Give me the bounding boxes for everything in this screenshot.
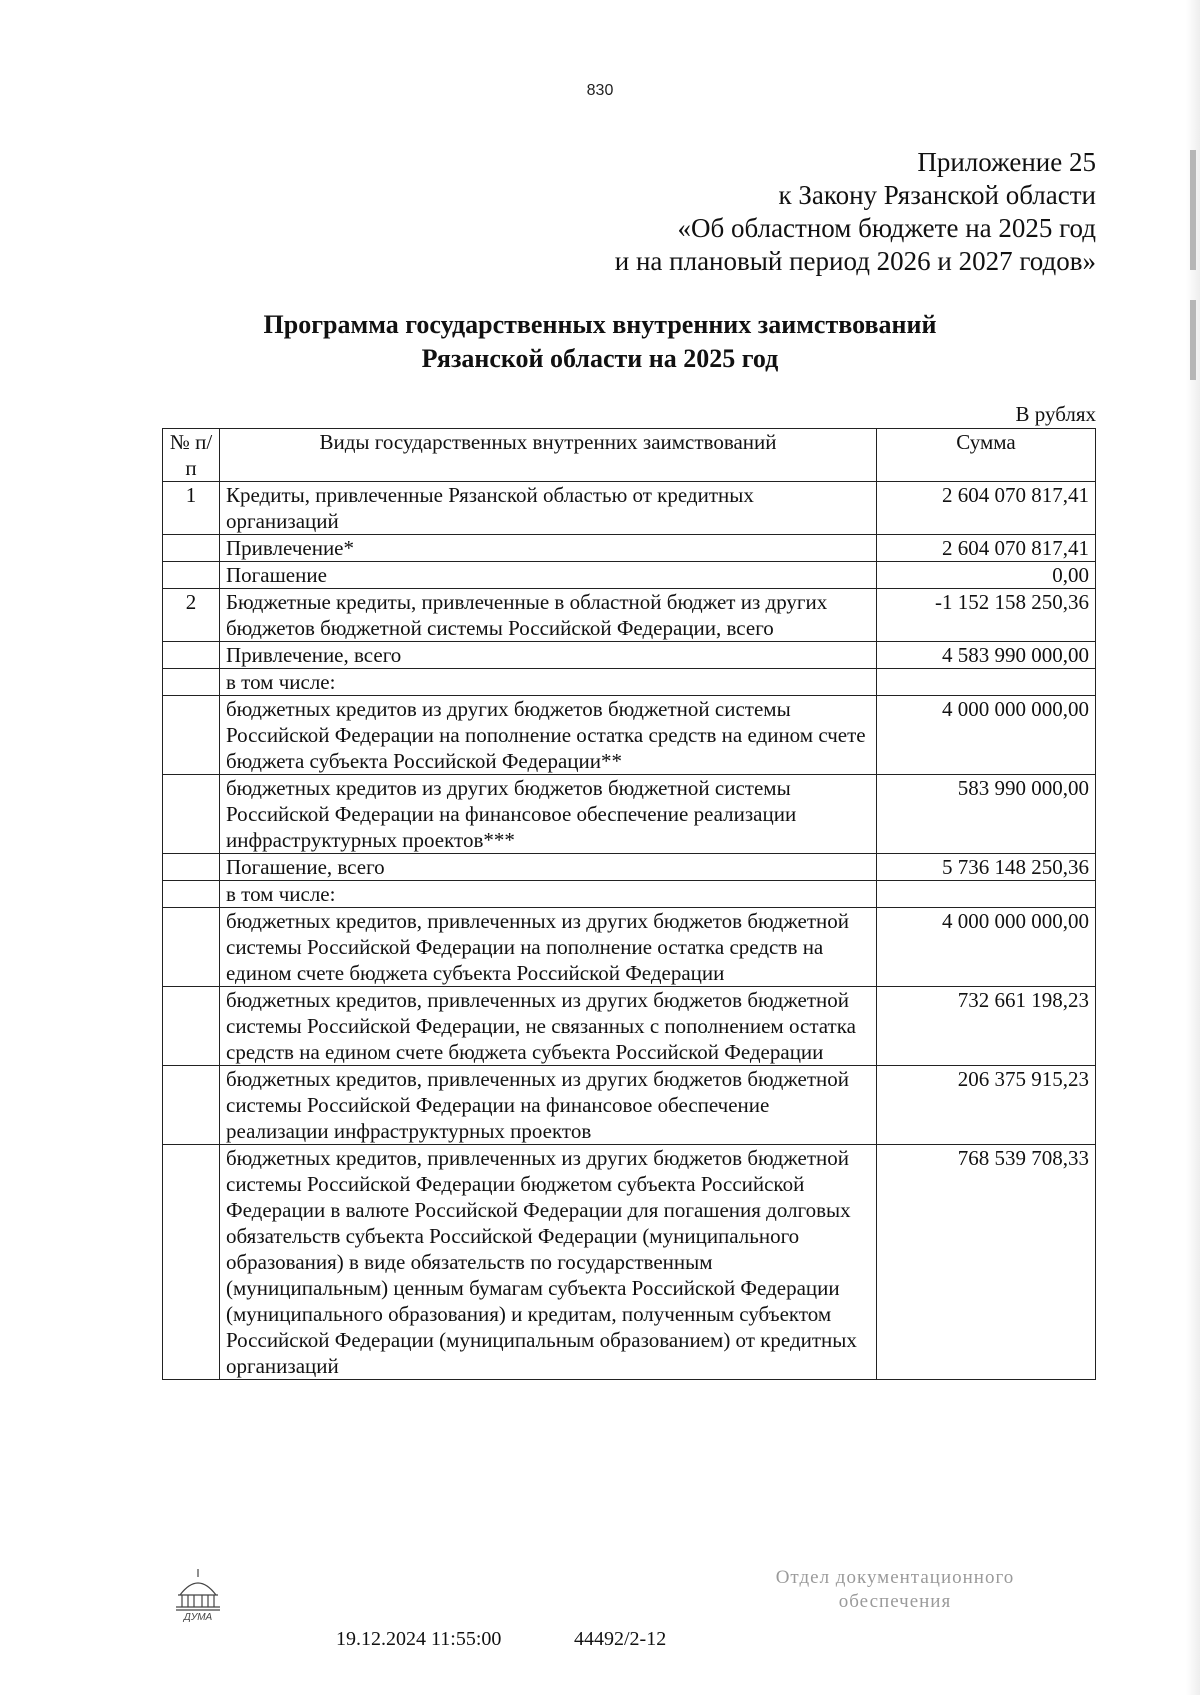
table-row <box>163 1066 1096 1145</box>
table-row <box>163 908 1096 987</box>
units-label: В рублях <box>1015 402 1096 426</box>
row-amount: 4 000 000 000,00 <box>877 908 1096 987</box>
borrowings-table <box>162 428 1096 1380</box>
footer-date: 19.12.2024 11:55:00 <box>336 1628 502 1650</box>
table-row <box>163 562 1096 589</box>
row-amount: -1 152 158 250,36 <box>877 589 1096 642</box>
stamp-line-1: Отдел документационного <box>775 1567 1015 1588</box>
row-description: Бюджетные кредиты, привлеченные в областной бюджет из других бюджетов бюджетной системы Российской Федерации, всего <box>220 589 877 642</box>
appendix-line-2: к Закону Рязанской области <box>778 180 1096 210</box>
scan-mark <box>1190 150 1196 270</box>
row-number <box>163 987 220 1066</box>
row-number <box>163 881 220 908</box>
row-number <box>163 535 220 562</box>
row-description: бюджетных кредитов из других бюджетов бюджетной системы Российской Федерации на финансовое обеспечение реализации инфраструктурных проектов*** <box>220 775 877 854</box>
title-line-2: Рязанской области на 2025 год <box>421 344 779 373</box>
document-title <box>0 308 1200 376</box>
row-number <box>163 908 220 987</box>
stamp-line-2: обеспечения <box>838 1591 952 1612</box>
table-row <box>163 589 1096 642</box>
row-number <box>163 696 220 775</box>
office-stamp <box>735 1566 1055 1614</box>
row-description: Кредиты, привлеченные Рязанской областью от кредитных организаций <box>220 482 877 535</box>
row-description: бюджетных кредитов, привлеченных из других бюджетов бюджетной системы Российской Федерации на пополнение остатка средств на едином счете бюджета субъекта Российской Федерации <box>220 908 877 987</box>
row-description: Привлечение, всего <box>220 642 877 669</box>
scan-mark <box>1190 300 1196 380</box>
appendix-line-4: и на плановый период 2026 и 2027 годов» <box>614 246 1096 276</box>
table-row <box>163 696 1096 775</box>
row-description: в том числе: <box>220 669 877 696</box>
duma-logo <box>172 1565 224 1623</box>
table-row <box>163 642 1096 669</box>
row-description: бюджетных кредитов, привлеченных из других бюджетов бюджетной системы Российской Федерации бюджетом субъекта Российской Федерации в валюте Российской Федерации для погашения долговых обязательств субъекта Российской Федерации (муниципального образования) в виде обязательств по государственным (муниципальным) ценным бумагам субъекта Российской Федерации (муниципального образования) и кредитам, полученным субъектом Российской Федерации (муниципальным образованием) от кредитных организаций <box>220 1145 877 1380</box>
table-row <box>163 775 1096 854</box>
row-amount: 768 539 708,33 <box>877 1145 1096 1380</box>
row-amount: 0,00 <box>877 562 1096 589</box>
row-number <box>163 669 220 696</box>
table-row <box>163 987 1096 1066</box>
logo-text: ДУМА <box>183 1612 213 1623</box>
row-description: в том числе: <box>220 881 877 908</box>
row-amount: 732 661 198,23 <box>877 987 1096 1066</box>
title-line-1: Программа государственных внутренних заимствований <box>263 310 937 339</box>
table-row <box>163 482 1096 535</box>
appendix-line-3: «Об областном бюджете на 2025 год <box>677 213 1096 243</box>
table-row <box>163 535 1096 562</box>
row-number <box>163 562 220 589</box>
row-description: бюджетных кредитов из других бюджетов бюджетной системы Российской Федерации на пополнение остатка средств на едином счете бюджета субъекта Российской Федерации** <box>220 696 877 775</box>
row-amount: 2 604 070 817,41 <box>877 482 1096 535</box>
row-description: Привлечение* <box>220 535 877 562</box>
row-description: бюджетных кредитов, привлеченных из других бюджетов бюджетной системы Российской Федерации на финансовое обеспечение реализации инфраструктурных проектов <box>220 1066 877 1145</box>
header-sum: Сумма <box>877 429 1096 482</box>
table-row <box>163 669 1096 696</box>
row-amount <box>877 669 1096 696</box>
row-amount: 5 736 148 250,36 <box>877 854 1096 881</box>
appendix-heading <box>615 146 1096 278</box>
row-number: 2 <box>163 589 220 642</box>
scan-edge <box>1186 0 1200 1695</box>
row-description: Погашение, всего <box>220 854 877 881</box>
row-number <box>163 1066 220 1145</box>
header-number: № п/п <box>163 429 220 482</box>
row-number <box>163 854 220 881</box>
footer-document-code: 44492/2-12 <box>574 1628 667 1650</box>
row-amount <box>877 881 1096 908</box>
table-row <box>163 1145 1096 1380</box>
row-amount: 4 583 990 000,00 <box>877 642 1096 669</box>
table-row <box>163 854 1096 881</box>
row-amount: 583 990 000,00 <box>877 775 1096 854</box>
row-description: Погашение <box>220 562 877 589</box>
row-number <box>163 1145 220 1380</box>
table-header-row <box>163 429 1096 482</box>
page-number: 830 <box>586 82 614 99</box>
row-amount: 206 375 915,23 <box>877 1066 1096 1145</box>
row-amount: 2 604 070 817,41 <box>877 535 1096 562</box>
appendix-line-1: Приложение 25 <box>917 147 1096 177</box>
table-body <box>163 482 1096 1380</box>
row-number: 1 <box>163 482 220 535</box>
table-row <box>163 881 1096 908</box>
row-number <box>163 642 220 669</box>
header-type: Виды государственных внутренних заимствований <box>220 429 877 482</box>
row-description: бюджетных кредитов, привлеченных из других бюджетов бюджетной системы Российской Федерации, не связанных с пополнением остатка средств на едином счете бюджета субъекта Российской Федерации <box>220 987 877 1066</box>
row-number <box>163 775 220 854</box>
row-amount: 4 000 000 000,00 <box>877 696 1096 775</box>
